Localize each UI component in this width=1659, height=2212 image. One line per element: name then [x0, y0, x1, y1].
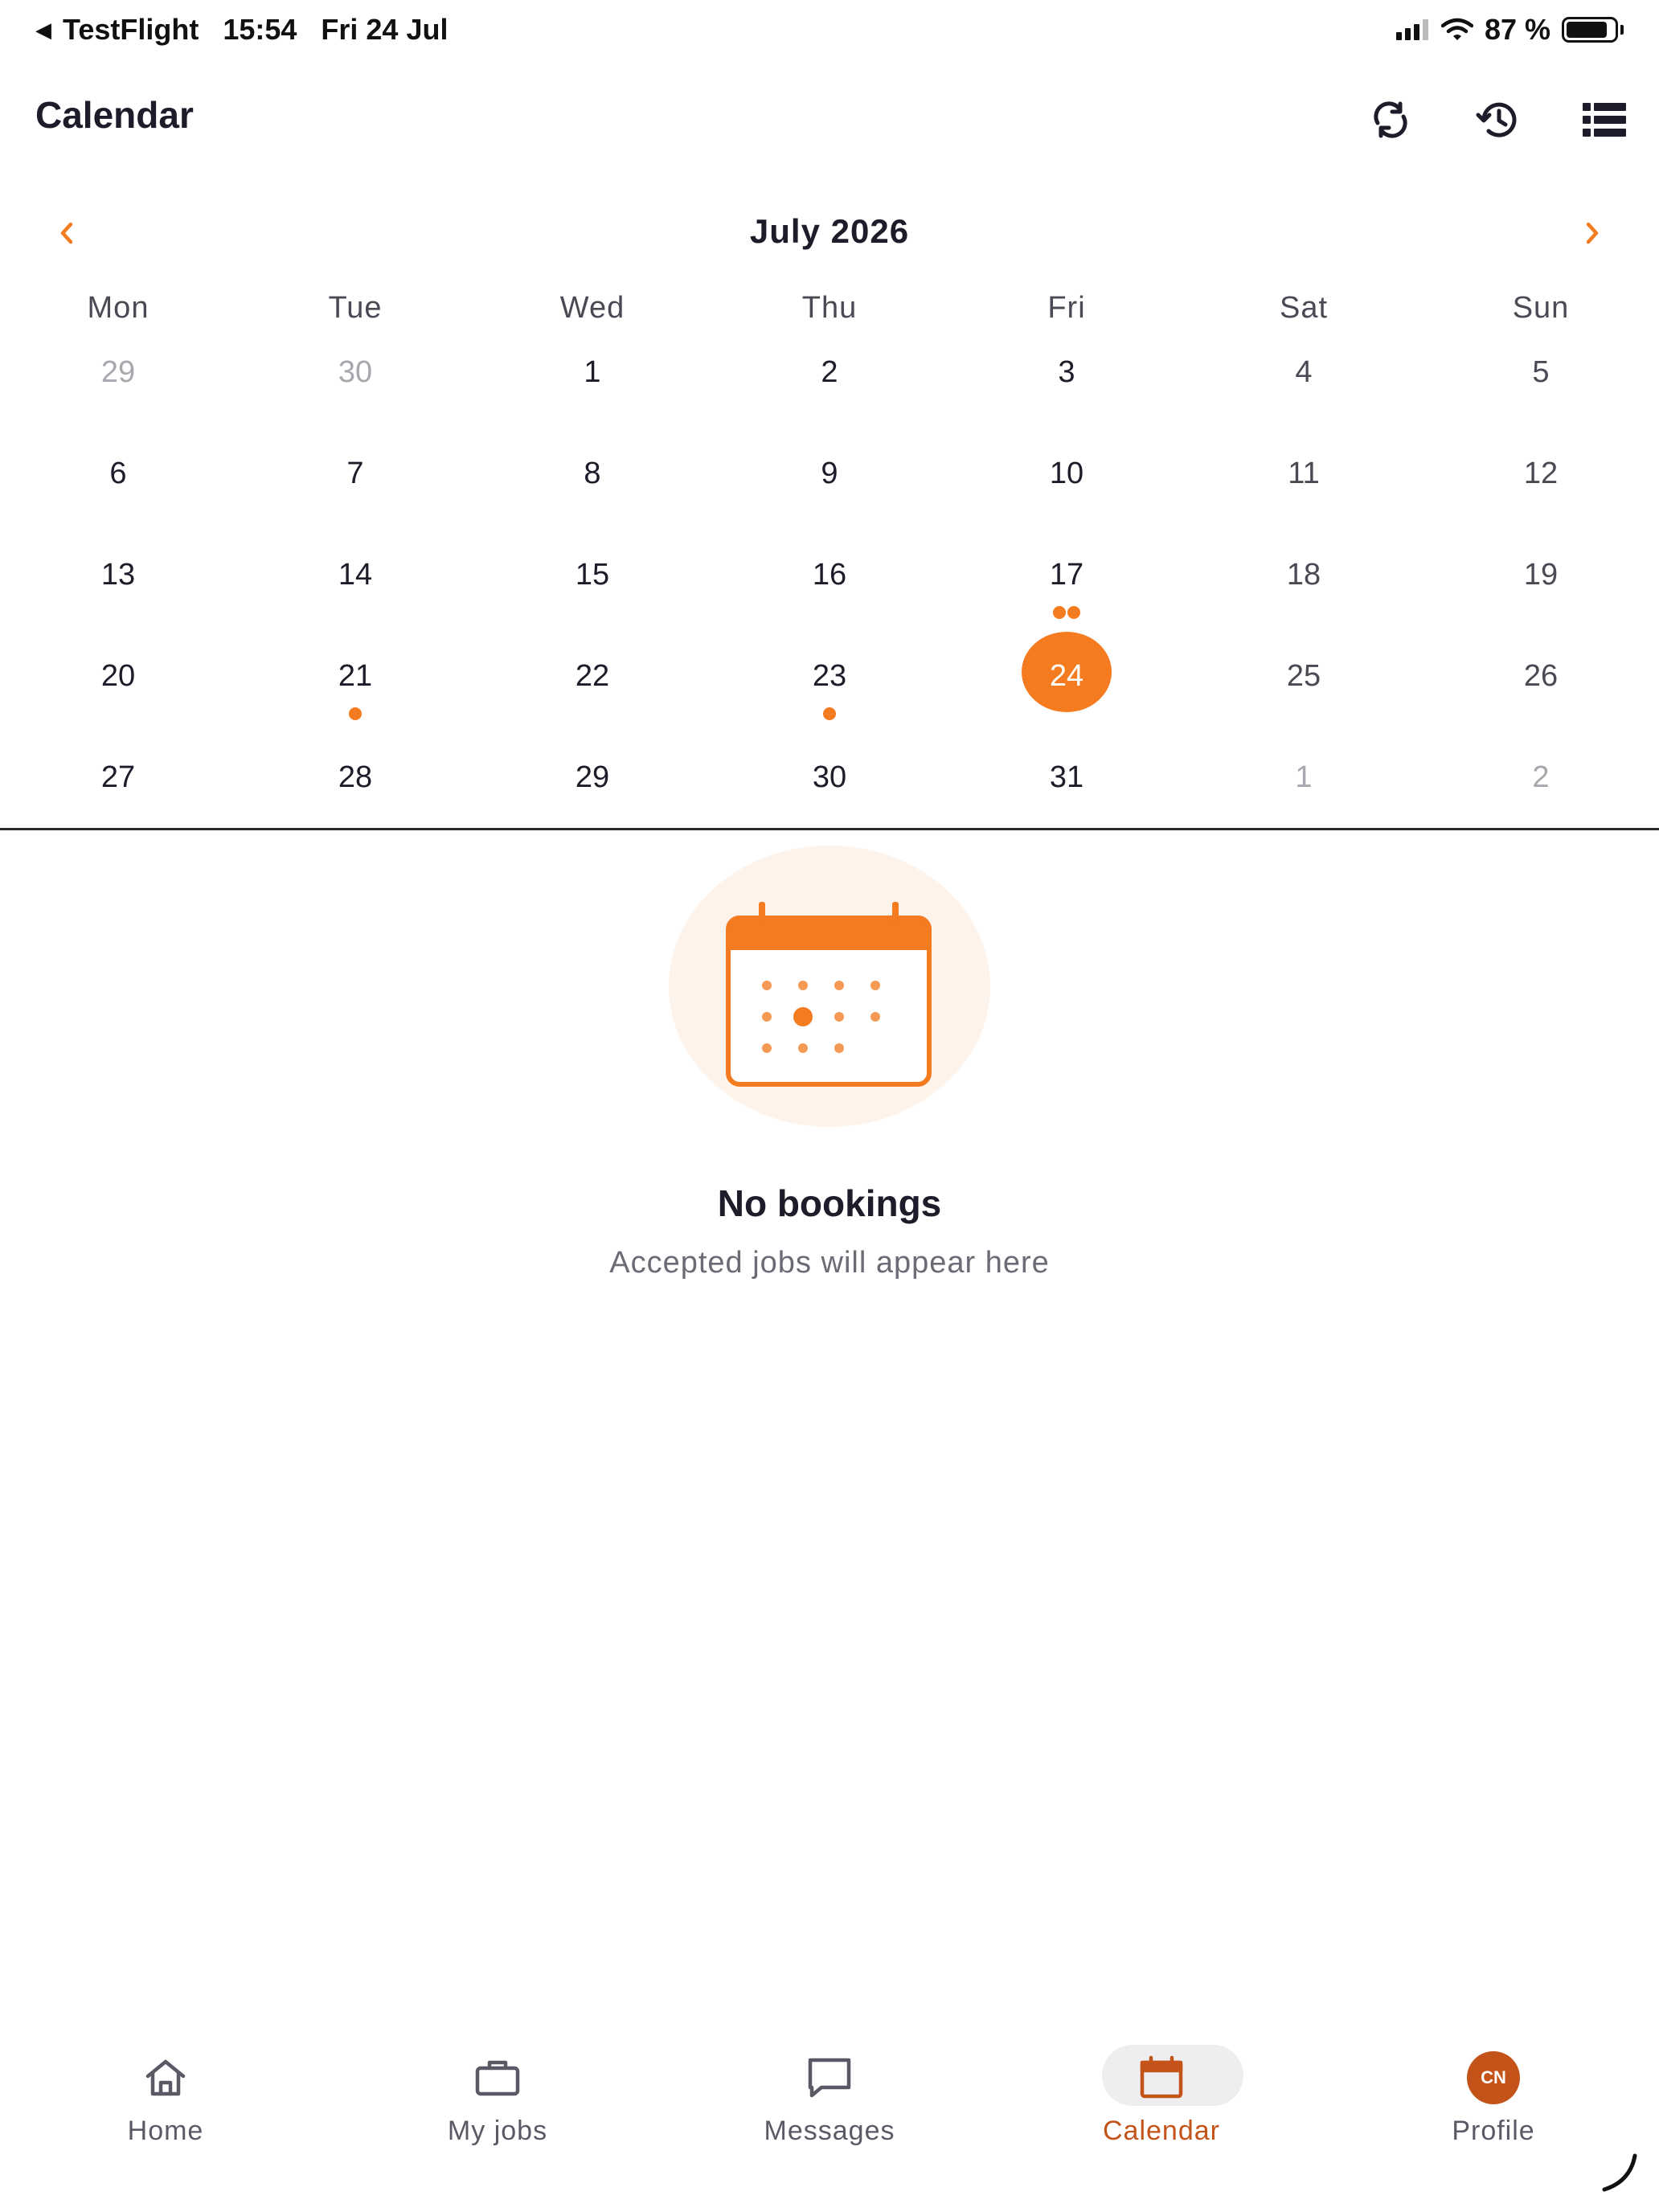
day-number: 24 — [1049, 659, 1084, 693]
booking-indicator — [986, 606, 1147, 619]
day-number: 17 — [1049, 558, 1084, 592]
weekday-label: Fri — [1047, 291, 1086, 325]
day-cell[interactable] — [275, 757, 436, 854]
day-cell[interactable] — [512, 352, 673, 449]
day-cell[interactable] — [275, 453, 436, 550]
day-number: 26 — [1523, 659, 1559, 693]
day-number: 22 — [575, 659, 610, 693]
day-cell[interactable] — [749, 453, 910, 550]
day-number: 5 — [1532, 355, 1550, 389]
day-number: 21 — [338, 659, 373, 693]
message-icon — [805, 2055, 854, 2100]
day-number: 6 — [109, 457, 127, 490]
day-number: 8 — [584, 457, 601, 490]
booking-indicator — [275, 707, 436, 720]
app-header — [0, 80, 1659, 161]
day-cell[interactable] — [275, 352, 436, 449]
booking-indicator — [749, 707, 910, 720]
day-cell[interactable] — [986, 453, 1147, 550]
weekday-label: Wed — [559, 291, 625, 325]
back-triangle-icon: ◀ — [35, 17, 51, 42]
day-number: 20 — [100, 659, 136, 693]
tab-my-jobs[interactable] — [377, 2026, 618, 2154]
day-number: 7 — [346, 457, 364, 490]
day-number: 3 — [1058, 355, 1075, 389]
day-cell[interactable] — [1223, 453, 1384, 550]
tab-messages[interactable] — [709, 2026, 950, 2154]
day-number: 27 — [100, 760, 136, 794]
day-cell[interactable] — [749, 555, 910, 651]
tab-profile[interactable] — [1373, 2026, 1614, 2154]
day-cell[interactable] — [749, 656, 910, 752]
day-number: 31 — [1049, 760, 1084, 794]
refresh-button[interactable] — [1364, 93, 1417, 146]
calendar-divider — [0, 828, 1659, 830]
cellular-signal-icon — [1396, 19, 1428, 40]
day-number: 4 — [1295, 355, 1313, 389]
day-number: 28 — [338, 760, 373, 794]
wifi-icon — [1441, 18, 1473, 42]
day-number: 1 — [584, 355, 601, 389]
empty-state-title: No bookings — [717, 1182, 942, 1224]
day-number: 18 — [1286, 558, 1321, 592]
status-date: Fri 24 Jul — [321, 13, 449, 46]
day-cell[interactable] — [1460, 656, 1621, 752]
weekday-header — [0, 291, 1659, 331]
day-cell[interactable] — [512, 555, 673, 651]
day-cell[interactable] — [1223, 656, 1384, 752]
day-number: 2 — [821, 355, 838, 389]
list-view-button[interactable] — [1578, 93, 1631, 146]
day-cell[interactable] — [38, 656, 199, 752]
booking-dot — [823, 707, 836, 720]
booking-dot — [1053, 606, 1066, 619]
day-cell[interactable] — [275, 555, 436, 651]
calendar-icon — [1138, 2055, 1185, 2100]
day-number: 16 — [812, 558, 847, 592]
loading-indicator-icon — [1595, 2149, 1643, 2198]
page-title: Calendar — [35, 94, 194, 136]
day-cell[interactable] — [1460, 352, 1621, 449]
weekday-label: Tue — [328, 291, 383, 325]
day-cell[interactable] — [1460, 555, 1621, 651]
calendar-illustration-icon — [669, 846, 990, 1127]
day-number: 15 — [575, 558, 610, 592]
tab-label: Home — [127, 2116, 204, 2146]
tab-label: Calendar — [1103, 2116, 1220, 2146]
day-number: 19 — [1523, 558, 1559, 592]
history-icon — [1476, 99, 1521, 141]
day-cell[interactable] — [1460, 453, 1621, 550]
next-month-button[interactable] — [1568, 209, 1616, 257]
day-number: 30 — [338, 355, 373, 389]
day-cell-today[interactable] — [986, 656, 1147, 752]
tab-label: My jobs — [447, 2116, 548, 2146]
tab-calendar[interactable] — [1041, 2026, 1282, 2154]
day-cell[interactable] — [1223, 757, 1384, 854]
weekday-label: Thu — [801, 291, 858, 325]
day-number: 25 — [1286, 659, 1321, 693]
day-cell[interactable] — [512, 453, 673, 550]
empty-state-illustration — [669, 846, 990, 1127]
tab-label: Messages — [764, 2116, 895, 2146]
month-title: July 2026 — [749, 212, 910, 250]
day-number: 10 — [1049, 457, 1084, 490]
day-number: 12 — [1523, 457, 1559, 490]
briefcase-icon — [473, 2057, 522, 2099]
day-cell[interactable] — [512, 757, 673, 854]
day-number: 14 — [338, 558, 373, 592]
day-cell[interactable] — [38, 555, 199, 651]
day-number: 30 — [812, 760, 847, 794]
day-number: 1 — [1295, 760, 1313, 794]
day-cell[interactable] — [38, 757, 199, 854]
home-icon — [143, 2057, 188, 2099]
day-number: 29 — [575, 760, 610, 794]
booking-dot — [1067, 606, 1080, 619]
day-cell[interactable] — [986, 757, 1147, 854]
day-cell[interactable] — [512, 656, 673, 752]
weekday-label: Mon — [87, 291, 150, 325]
battery-percent: 87 % — [1484, 13, 1550, 46]
day-cell[interactable] — [275, 656, 436, 752]
day-number: 29 — [100, 355, 136, 389]
weekday-label: Sun — [1512, 291, 1570, 325]
refresh-icon — [1370, 99, 1411, 141]
month-navigation — [0, 201, 1659, 265]
booking-dot — [349, 707, 362, 720]
empty-state-subtitle: Accepted jobs will appear here — [609, 1246, 1050, 1280]
day-cell[interactable] — [1223, 352, 1384, 449]
day-number: 11 — [1288, 457, 1320, 490]
avatar: CN — [1467, 2051, 1520, 2104]
day-cell[interactable] — [749, 352, 910, 449]
day-cell[interactable] — [38, 352, 199, 449]
list-view-icon — [1583, 103, 1626, 137]
status-bar — [0, 0, 1659, 64]
tab-label: Profile — [1452, 2116, 1535, 2146]
history-button[interactable] — [1472, 93, 1525, 146]
day-number: 13 — [100, 558, 136, 592]
battery-icon — [1562, 17, 1624, 43]
day-number: 9 — [821, 457, 838, 490]
day-cell[interactable] — [986, 352, 1147, 449]
status-left[interactable] — [35, 13, 448, 47]
day-cell[interactable] — [749, 757, 910, 854]
day-cell[interactable] — [1223, 555, 1384, 651]
bottom-tab-bar — [0, 2026, 1659, 2186]
day-number: 23 — [812, 659, 847, 693]
tab-home[interactable] — [45, 2026, 286, 2154]
weekday-label: Sat — [1279, 291, 1329, 325]
status-time: 15:54 — [223, 13, 297, 46]
day-cell[interactable] — [38, 453, 199, 550]
day-cell[interactable] — [1460, 757, 1621, 854]
back-app-label[interactable]: TestFlight — [63, 13, 199, 46]
chevron-right-icon — [1583, 221, 1602, 245]
day-number: 2 — [1532, 760, 1550, 794]
status-right — [1396, 13, 1624, 47]
